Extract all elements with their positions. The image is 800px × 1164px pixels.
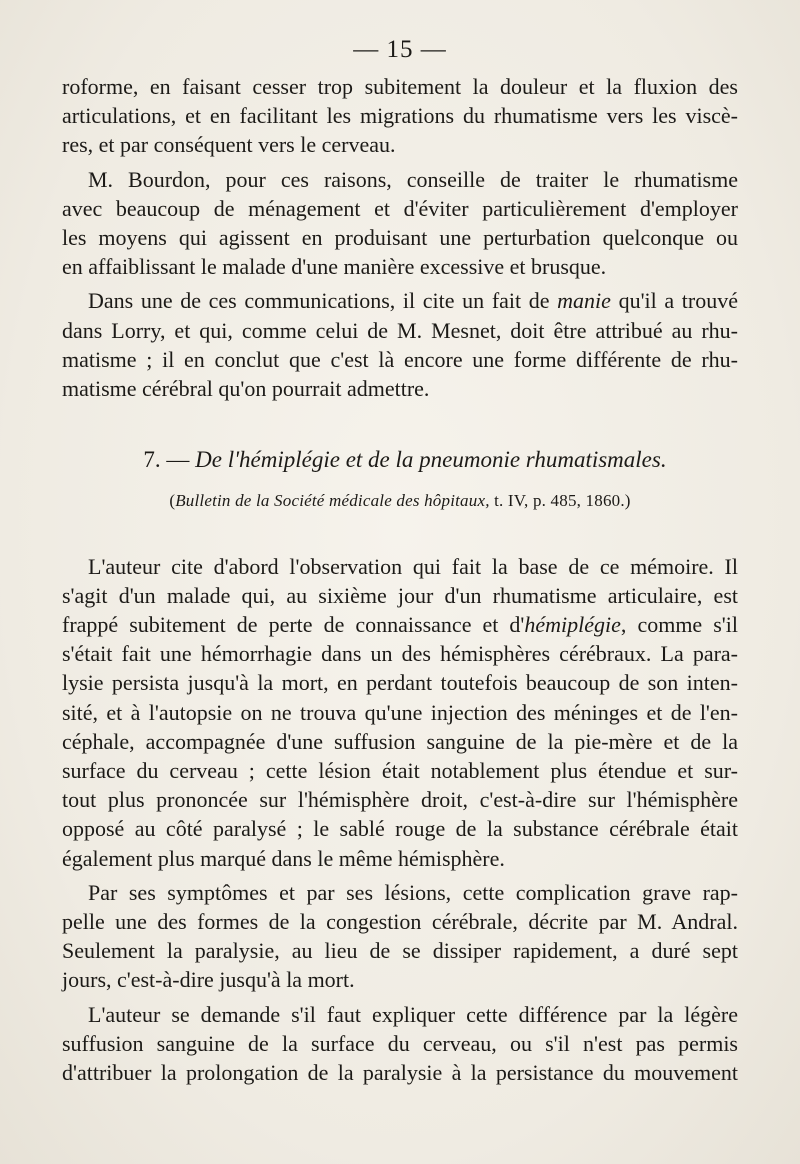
text-line: sité, et à l'autopsie on ne trouva qu'une injection des méninges et de l'en- (62, 699, 738, 725)
text-line: matisme cérébral qu'on pourrait admettre. (62, 376, 430, 402)
text-line: avec beaucoup de ménagement et d'éviter particulièrement d'employer (62, 195, 738, 221)
text-segment: frappé subitement de perte de connaissance et d' (62, 612, 525, 638)
text-line: tout plus prononcée sur l'hémisphère droit, c'est-à-dire sur l'hémisphère (62, 787, 738, 813)
text-line: dans Lorry, et qui, comme celui de M. Mesnet, doit être attribué au rhu- (62, 317, 738, 343)
text-line (62, 610, 738, 639)
text-line: les moyens qui agissent en produisant une perturbation quelconque ou (62, 225, 738, 251)
italic-term: manie (557, 288, 611, 314)
section-title: De l'hémiplégie et de la pneumonie rhumatismales. (195, 447, 667, 473)
text-line: d'attribuer la prolongation de la paralysie à la persistance du mouvement (62, 1060, 738, 1086)
citation (62, 486, 738, 515)
text-line: matisme ; il en conclut que c'est là encore une forme différente de rhu- (62, 346, 738, 372)
text-line: roforme, en faisant cesser trop subitement la douleur et la fluxion des (62, 74, 738, 99)
text-line: res, et par conséquent vers le cerveau. (62, 132, 396, 158)
text-segment: , comme s'il (620, 612, 738, 638)
text-line: en affaiblissant le malade d'une manière excessive et brusque. (62, 254, 607, 280)
text-segment: qu'il a trouvé (610, 288, 739, 314)
text-line: M. Bourdon, pour ces raisons, conseille de traiter le rhumatisme (88, 166, 738, 192)
text-line: surface du cerveau ; cette lésion était notablement plus étendue et sur- (62, 758, 738, 784)
text-line: s'était fait une hémorrhagie dans un des hémisphères cérébraux. La para- (62, 641, 738, 667)
text-segment: Dans une de ces communications, il cite un fait de (88, 288, 558, 314)
paragraph-andral (62, 878, 738, 995)
text-line: L'auteur se demande s'il faut expliquer cette différence par la légère (88, 1001, 738, 1027)
citation-ref: t. IV, p. 485, 1860.) (489, 491, 631, 511)
paragraph-explanation (62, 1000, 738, 1088)
text-line: articulations, et en facilitant les migrations du rhumatisme vers les viscè- (62, 103, 738, 129)
text-line: Par ses symptômes et par ses lésions, cette complication grave rap- (88, 879, 738, 905)
paragraph-bourdon (62, 165, 738, 282)
section-number: 7. — (143, 447, 196, 473)
text-line: lysie persista jusqu'à la mort, en perdant toutefois beaucoup de son inten- (62, 670, 738, 696)
text-line: pelle une des formes de la congestion cérébrale, décrite par M. Andral. (62, 909, 738, 935)
paragraph-continuation (62, 72, 738, 160)
italic-term: hémiplégie (524, 612, 621, 638)
text-line: s'agit d'un malade qui, au sixième jour d'un rhumatisme articulaire, est (62, 582, 738, 608)
citation-open: ( (169, 491, 176, 511)
page-number: — 15 — (353, 36, 447, 63)
text-line: jours, c'est-à-dire jusqu'à la mort. (62, 967, 355, 993)
citation-source: Bulletin de la Société médicale des hôpitaux, (175, 491, 490, 511)
text-line: également plus marqué dans le même hémisphère. (62, 845, 505, 871)
page-body (62, 72, 738, 1087)
paragraph-lorry (62, 286, 738, 403)
text-line (62, 286, 738, 315)
text-line: opposé au côté paralysé ; le sablé rouge de la substance cérébrale était (62, 816, 738, 842)
text-line: L'auteur cite d'abord l'observation qui fait la base de ce mémoire. Il (88, 553, 738, 579)
text-line: suffusion sanguine de la surface du cerveau, ou s'il n'est pas permis (62, 1030, 738, 1056)
text-line: céphale, accompagnée d'une suffusion sanguine de la pie-mère et de la (62, 728, 738, 754)
paragraph-observation (62, 552, 738, 873)
section-heading (62, 445, 738, 474)
text-line: Seulement la paralysie, au lieu de se dissiper rapidement, a duré sept (62, 938, 738, 964)
